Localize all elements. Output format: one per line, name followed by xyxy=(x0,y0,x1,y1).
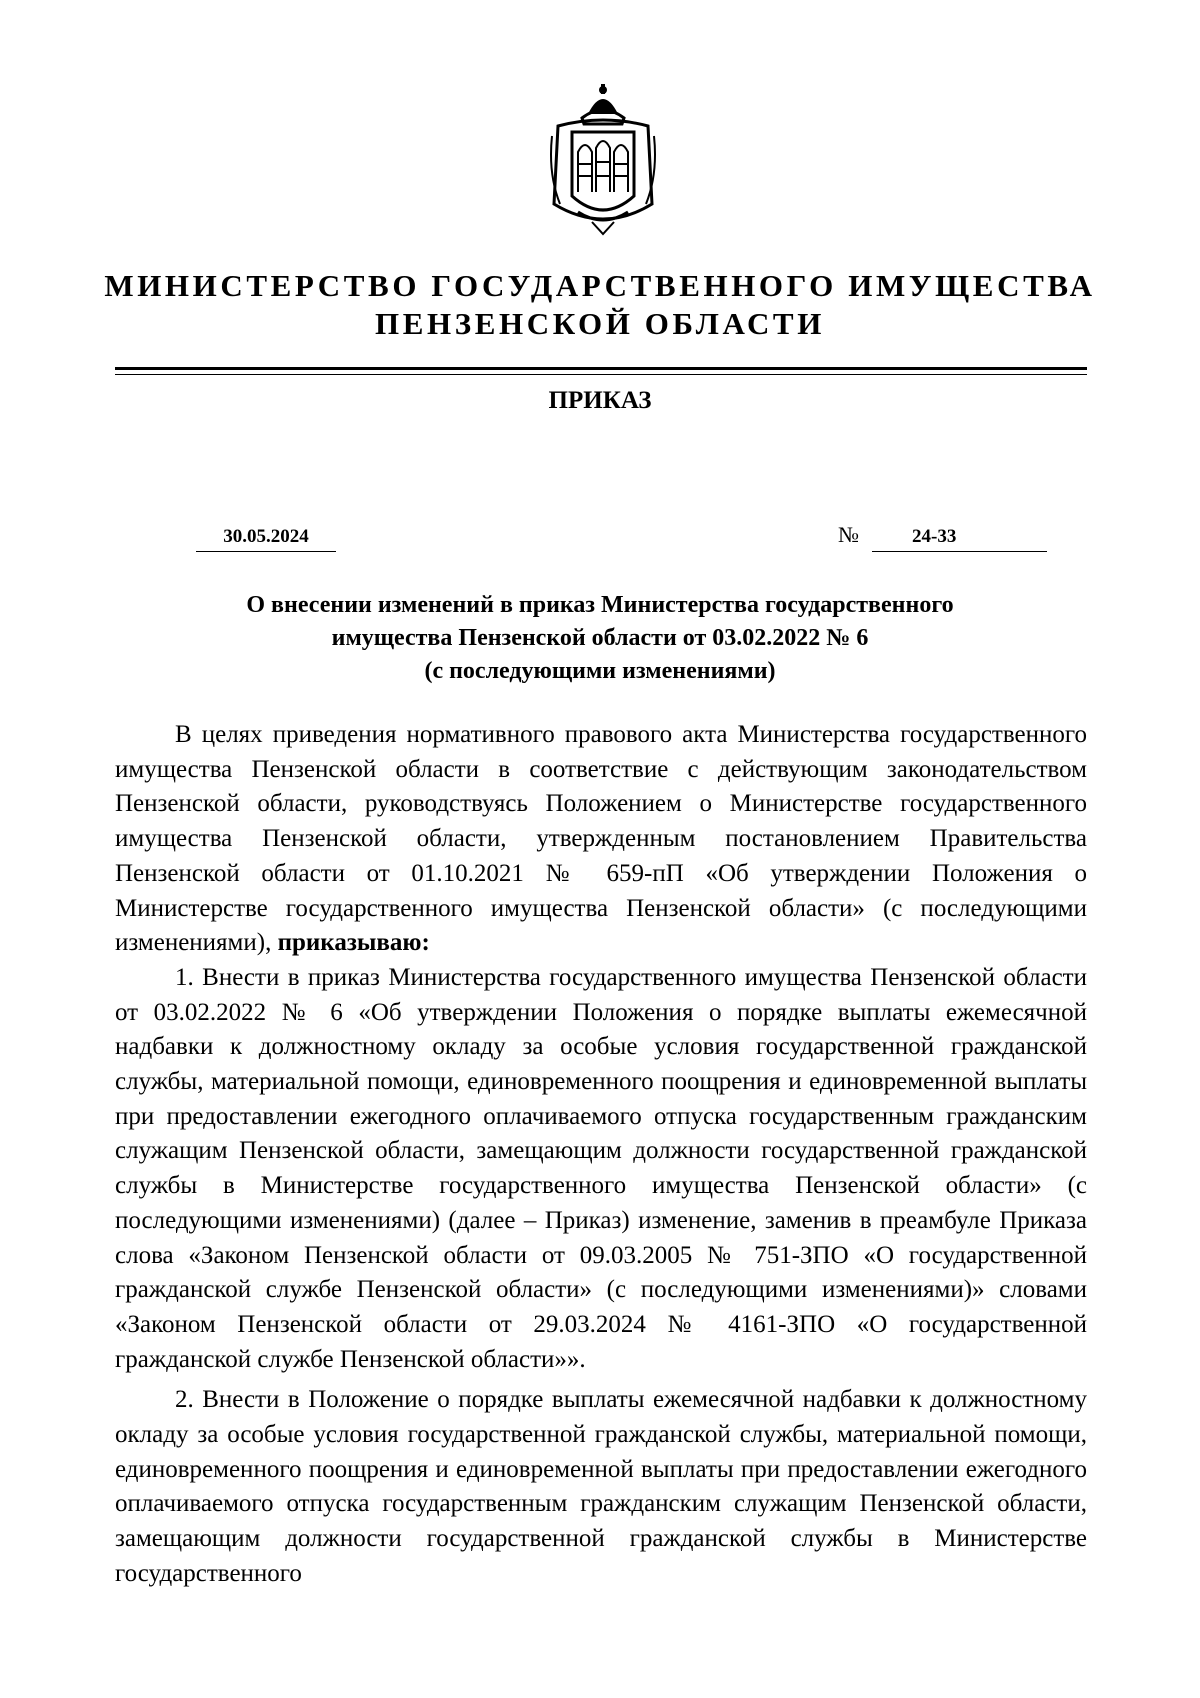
subject-line: О внесении изменений в приказ Министерства государственного xyxy=(246,592,954,618)
item-2-paragraph: 2. Внести в Положение о порядке выплаты ежемесячной надбавки к должностному окладу за особые условия государственной гражданской службы, материальной помощи, единовременного поощрения и единовременной выплаты при предоставлении ежегодного оплачиваемого отпуска государственным гражданским служащим Пензенской области, замещающим должности государственной гражданской службы в Министерстве государственного xyxy=(115,1386,1087,1587)
header-divider-thin xyxy=(115,374,1087,375)
header-divider-thick xyxy=(115,367,1087,370)
order-date-underline xyxy=(196,551,336,552)
preamble-text: В целях приведения нормативного правового акта Министерства государственного имущества Пензенской области в соответствие с действующим законодательством Пензенской области, руководствуясь Положением о Министерстве государственного имущества Пензенской области, утвержденным постановлением Правительства Пензенской области от 01.10.2021 № 659-пП «Об утверждении Положения о Министерстве государственного имущества Пензенской области» (с последующими изменениями), xyxy=(115,721,1087,957)
subject-line: (с последующими изменениями) xyxy=(424,658,776,684)
order-number-underline xyxy=(872,551,1047,552)
order-number: 24-33 xyxy=(912,526,957,547)
preamble-paragraph xyxy=(115,718,1087,961)
number-sign: № xyxy=(838,522,859,547)
coat-of-arms-icon xyxy=(548,84,658,236)
item-1-paragraph: 1. Внести в приказ Министерства государственного имущества Пензенской области от 03.02.2022 № 6 «Об утверждении Положения о порядке выплаты ежемесячной надбавки к должностному окладу за особые условия государственной гражданской службы, материальной помощи, единовременного поощрения и единовременной выплаты при предоставлении ежегодного оплачиваемого отпуска государственным гражданским служащим Пензенской области, замещающим должности государственной гражданской службы в Министерстве государственного имущества Пензенской области» (с последующими изменениями) (далее – Приказ) изменение, заменив в преамбуле Приказа слова «Законом Пензенской области от 09.03.2005 № 751-ЗПО «О государственной гражданской службе Пензенской области» (с последующими изменениями)» словами «Законом Пензенской области от 29.03.2024 № 4161-ЗПО «О государственной гражданской службе Пензенской области»». xyxy=(115,963,1087,1373)
order-subject xyxy=(0,589,1200,688)
order-date: 30.05.2024 xyxy=(223,526,309,547)
order-body xyxy=(115,718,1087,1592)
order-directive: приказываю: xyxy=(277,929,430,957)
document-type-title: ПРИКАЗ xyxy=(548,387,652,414)
subject-line: имущества Пензенской области от 03.02.2022 № 6 xyxy=(331,625,869,651)
ministry-name-line2: ПЕНЗЕНСКОЙ ОБЛАСТИ xyxy=(375,306,825,341)
ministry-name-line1: МИНИСТЕРСТВО ГОСУДАРСТВЕННОГО ИМУЩЕСТВА xyxy=(104,268,1096,303)
